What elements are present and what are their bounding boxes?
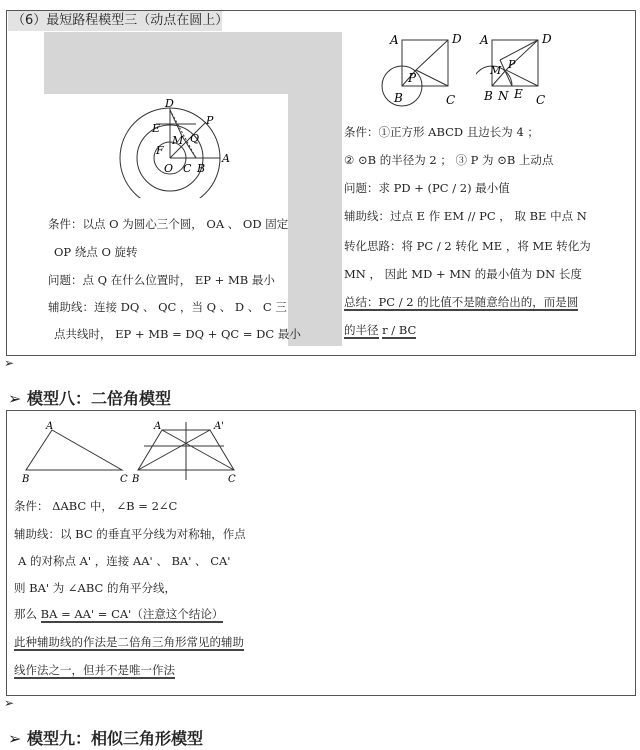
- right-idea-2: MN ， 因此 MD + MN 的最小值为 DN 长度: [344, 267, 582, 281]
- s8-note-1-text: 此种辅助线的作法是二倍角三角形常见的辅助: [14, 635, 244, 649]
- trapezoid-figure: [124, 420, 244, 484]
- label-D: D: [452, 32, 462, 46]
- summary-formula: r / BC: [382, 323, 417, 337]
- label-Q: Q: [190, 132, 200, 145]
- label-A: A: [154, 421, 162, 432]
- label-D: D: [165, 98, 174, 110]
- left-aux-1: 辅助线：连接 DQ 、 QC ，当 Q 、 D 、 C 三: [48, 300, 287, 314]
- s8-note-2: [14, 662, 175, 678]
- triangle-figure: [16, 420, 136, 484]
- label-A: A: [222, 152, 230, 165]
- label-E: E: [152, 122, 161, 135]
- label-F: F: [156, 144, 164, 157]
- label-A-prime: A': [214, 421, 224, 432]
- label-B: B: [197, 162, 206, 175]
- label-P: P: [206, 114, 214, 127]
- label-B: B: [394, 91, 403, 105]
- label-B: B: [132, 474, 140, 484]
- concentric-circles-figure: [112, 98, 238, 198]
- right-aux-1: 辅助线：过点 E 作 EM // PC ， 取 BE 中点 N: [344, 209, 587, 223]
- label-A: A: [46, 421, 54, 432]
- s8-then: 则 BA' 为 ∠ABC 的角平分线，: [14, 581, 176, 595]
- label-P: P: [508, 58, 516, 71]
- s8-so-formula: BA = AA' = CA': [40, 607, 132, 621]
- label-B: B: [484, 89, 493, 103]
- s8-aux-1: 辅助线：以 BC 的垂直平分线为对称轴，作点: [14, 527, 246, 541]
- square-circle-figure-1: [376, 30, 476, 110]
- bullet-arrow: ➢: [4, 356, 15, 370]
- s8-condition: 条件： ΔABC 中， ∠B = 2∠C: [14, 499, 178, 513]
- summary-label: 总结：: [344, 295, 379, 309]
- label-C: C: [183, 162, 192, 175]
- right-summary-line-1: [344, 294, 578, 310]
- redacted-block: [288, 94, 342, 346]
- right-question: 问题：求 PD + (PC / 2) 最小值: [344, 181, 510, 195]
- redacted-block: [44, 32, 342, 94]
- label-A: A: [390, 33, 399, 47]
- right-condition-2: ② ⊙B 的半径为 2 ； ③ P 为 ⊙B 上动点: [344, 153, 554, 167]
- left-condition-1: 条件：以点 O 为圆心三个圆， OA 、 OD 固定: [48, 217, 289, 231]
- right-condition-1: 条件：①正方形 ABCD 且边长为 4 ；: [344, 125, 539, 139]
- section6-title: （6）最短路程模型三（动点在圆上）: [8, 11, 222, 31]
- label-C: C: [446, 93, 456, 107]
- label-D: D: [542, 32, 552, 46]
- label-A: A: [480, 33, 489, 47]
- label-N: N: [498, 89, 509, 103]
- s8-note-1: [14, 634, 244, 650]
- label-P: P: [408, 71, 417, 85]
- right-summary-line-2: [344, 322, 416, 338]
- left-aux-2: 点共线时， EP + MB = DQ + QC = DC 最小: [54, 327, 301, 341]
- left-question: 问题：点 Q 在什么位置时， EP + MB 最小: [48, 273, 275, 287]
- label-C: C: [120, 474, 128, 484]
- summary-text-2: 的半径: [344, 323, 379, 337]
- label-M: M: [172, 134, 184, 147]
- left-condition-2: OP 绕点 O 旋转: [54, 245, 138, 259]
- section9-heading: ➢ 模型九：相似三角形模型: [8, 729, 203, 748]
- summary-text: PC / 2 的比值不是随意给出的，而是圆: [378, 295, 579, 309]
- square-circle-figure-2: [476, 30, 576, 110]
- label-O: O: [164, 162, 174, 175]
- s8-conclusion: [14, 606, 223, 622]
- s8-so-note: （注意这个结论）: [131, 607, 224, 621]
- s8-note-2-text: 线作法之一，但并不是唯一作法: [14, 663, 175, 677]
- bullet-arrow: ➢: [4, 696, 15, 710]
- s8-aux-2: A 的对称点 A' ，连接 AA' 、 BA' 、 CA': [18, 554, 231, 568]
- label-C: C: [536, 93, 546, 107]
- label-B: B: [22, 474, 30, 484]
- label-C: C: [228, 474, 236, 484]
- right-idea-1: 转化思路：将 PC / 2 转化 ME ，将 ME 转化为: [344, 239, 591, 253]
- label-M: M: [490, 64, 502, 77]
- label-E: E: [514, 87, 523, 101]
- s8-so-label: 那么: [14, 607, 37, 621]
- section8-heading: ➢ 模型八：二倍角模型: [8, 389, 171, 408]
